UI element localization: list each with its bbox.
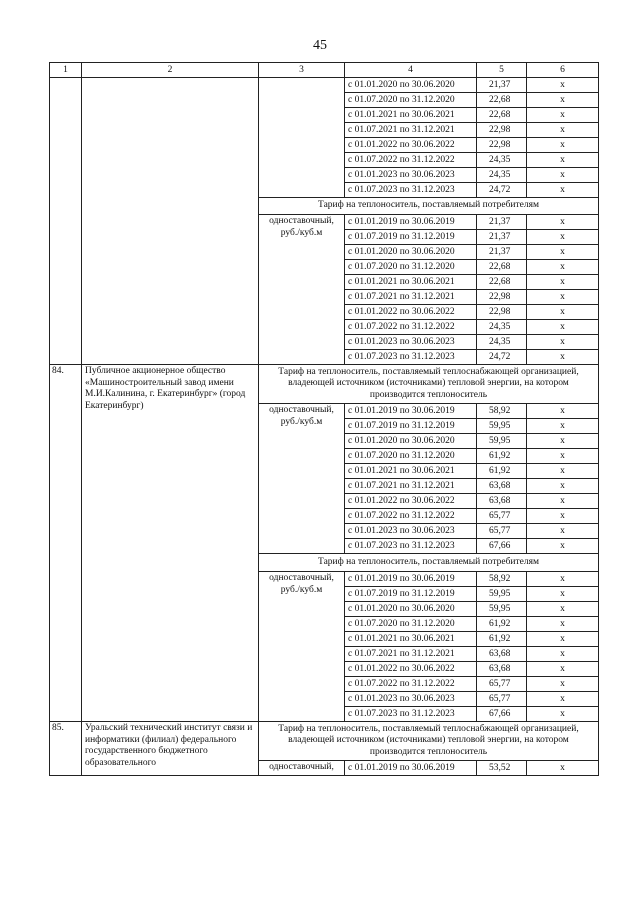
unit-cell xyxy=(259,78,345,198)
note-cell: x xyxy=(527,245,599,260)
period-cell: с 01.01.2019 по 30.06.2019 xyxy=(345,761,477,776)
tariff-value-cell: 61,92 xyxy=(477,449,527,464)
unit-cell: одноставочный, руб./куб.м xyxy=(259,404,345,554)
note-cell: x xyxy=(527,647,599,662)
period-cell: с 01.01.2023 по 30.06.2023 xyxy=(345,692,477,707)
period-cell: с 01.01.2022 по 30.06.2022 xyxy=(345,494,477,509)
note-cell: x xyxy=(527,449,599,464)
tariff-value-cell: 24,72 xyxy=(477,350,527,365)
period-cell: с 01.07.2020 по 31.12.2020 xyxy=(345,617,477,632)
tariff-table xyxy=(49,62,599,776)
tariff-value-cell: 53,52 xyxy=(477,761,527,776)
period-cell: с 01.07.2023 по 31.12.2023 xyxy=(345,350,477,365)
period-cell: с 01.07.2022 по 31.12.2022 xyxy=(345,677,477,692)
note-cell: x xyxy=(527,183,599,198)
tariff-value-cell: 22,68 xyxy=(477,275,527,290)
tariff-value-cell: 65,77 xyxy=(477,524,527,539)
tariff-value-cell: 67,66 xyxy=(477,707,527,722)
tariff-value-cell: 24,35 xyxy=(477,320,527,335)
tariff-value-cell: 24,35 xyxy=(477,168,527,183)
note-cell: x xyxy=(527,78,599,93)
unit-cell: одноставочный, руб./куб.м xyxy=(259,215,345,365)
section-title: Тариф на теплоноситель, поставляемый теплоснабжающей организацией, владеющей источником (источниками) тепловой энергии, на котором производится теплоноситель xyxy=(259,722,599,761)
tariff-value-cell: 63,68 xyxy=(477,647,527,662)
note-cell: x xyxy=(527,275,599,290)
note-cell: x xyxy=(527,494,599,509)
tariff-value-cell: 65,77 xyxy=(477,677,527,692)
tariff-value-cell: 61,92 xyxy=(477,632,527,647)
period-cell: с 01.01.2023 по 30.06.2023 xyxy=(345,168,477,183)
tariff-value-cell: 22,98 xyxy=(477,123,527,138)
period-cell: с 01.01.2021 по 30.06.2021 xyxy=(345,464,477,479)
page-number: 45 xyxy=(313,38,327,53)
tariff-value-cell: 59,95 xyxy=(477,602,527,617)
note-cell: x xyxy=(527,572,599,587)
column-number-6: 6 xyxy=(527,63,599,78)
column-number-3: 3 xyxy=(259,63,345,78)
note-cell: x xyxy=(527,509,599,524)
period-cell: с 01.01.2021 по 30.06.2021 xyxy=(345,632,477,647)
tariff-value-cell: 21,37 xyxy=(477,78,527,93)
tariff-value-cell: 61,92 xyxy=(477,617,527,632)
tariff-value-cell: 21,37 xyxy=(477,215,527,230)
period-cell: с 01.01.2023 по 30.06.2023 xyxy=(345,524,477,539)
tariff-value-cell: 59,95 xyxy=(477,434,527,449)
note-cell: x xyxy=(527,632,599,647)
section-title: Тариф на теплоноситель, поставляемый потребителям xyxy=(259,198,599,215)
number-cell xyxy=(50,78,82,365)
tariff-value-cell: 22,68 xyxy=(477,108,527,123)
note-cell: x xyxy=(527,153,599,168)
tariff-value-cell: 63,68 xyxy=(477,494,527,509)
period-cell: с 01.01.2019 по 30.06.2019 xyxy=(345,404,477,419)
organization-name: Уральский технический институт связи и информатики (филиал) федерального государственного бюджетного образовательного xyxy=(82,722,259,776)
note-cell: x xyxy=(527,602,599,617)
tariff-value-cell: 22,98 xyxy=(477,138,527,153)
column-number-5: 5 xyxy=(477,63,527,78)
organization-cell xyxy=(82,78,259,365)
period-cell: с 01.07.2019 по 31.12.2019 xyxy=(345,587,477,602)
period-cell: с 01.07.2021 по 31.12.2021 xyxy=(345,123,477,138)
note-cell: x xyxy=(527,168,599,183)
tariff-value-cell: 65,77 xyxy=(477,692,527,707)
period-cell: с 01.07.2023 по 31.12.2023 xyxy=(345,183,477,198)
tariff-value-cell: 61,92 xyxy=(477,464,527,479)
period-cell: с 01.07.2022 по 31.12.2022 xyxy=(345,509,477,524)
note-cell: x xyxy=(527,404,599,419)
period-cell: с 01.07.2021 по 31.12.2021 xyxy=(345,647,477,662)
header-row xyxy=(50,63,599,78)
note-cell: x xyxy=(527,260,599,275)
note-cell: x xyxy=(527,464,599,479)
note-cell: x xyxy=(527,707,599,722)
note-cell: x xyxy=(527,539,599,554)
note-cell: x xyxy=(527,108,599,123)
note-cell: x xyxy=(527,479,599,494)
note-cell: x xyxy=(527,305,599,320)
note-cell: x xyxy=(527,692,599,707)
period-cell: с 01.01.2021 по 30.06.2021 xyxy=(345,275,477,290)
note-cell: x xyxy=(527,617,599,632)
unit-cell: одноставочный, xyxy=(259,761,345,776)
period-cell: с 01.07.2020 по 31.12.2020 xyxy=(345,449,477,464)
tariff-value-cell: 24,72 xyxy=(477,183,527,198)
note-cell: x xyxy=(527,350,599,365)
period-cell: с 01.01.2023 по 30.06.2023 xyxy=(345,335,477,350)
period-cell: с 01.01.2019 по 30.06.2019 xyxy=(345,572,477,587)
note-cell: x xyxy=(527,93,599,108)
note-cell: x xyxy=(527,320,599,335)
tariff-value-cell: 22,98 xyxy=(477,290,527,305)
column-number-2: 2 xyxy=(82,63,259,78)
tariff-value-cell: 58,92 xyxy=(477,572,527,587)
note-cell: x xyxy=(527,419,599,434)
note-cell: x xyxy=(527,123,599,138)
period-cell: с 01.01.2020 по 30.06.2020 xyxy=(345,602,477,617)
period-cell: с 01.07.2019 по 31.12.2019 xyxy=(345,230,477,245)
organization-name: Публичное акционерное общество «Машиностроительный завод имени М.И.Калинина, г. Екатеринбург» (город Екатеринбург) xyxy=(82,365,259,722)
tariff-value-cell: 22,68 xyxy=(477,93,527,108)
period-cell: с 01.07.2022 по 31.12.2022 xyxy=(345,153,477,168)
table-row xyxy=(50,78,599,93)
tariff-value-cell: 63,68 xyxy=(477,662,527,677)
tariff-value-cell: 24,35 xyxy=(477,153,527,168)
section-header-row xyxy=(50,722,599,761)
note-cell: x xyxy=(527,761,599,776)
note-cell: x xyxy=(527,587,599,602)
unit-cell: одноставочный, руб./куб.м xyxy=(259,572,345,722)
note-cell: x xyxy=(527,230,599,245)
period-cell: с 01.01.2019 по 30.06.2019 xyxy=(345,215,477,230)
tariff-value-cell: 67,66 xyxy=(477,539,527,554)
tariff-value-cell: 21,37 xyxy=(477,245,527,260)
note-cell: x xyxy=(527,434,599,449)
tariff-value-cell: 24,35 xyxy=(477,335,527,350)
section-header-row xyxy=(50,365,599,404)
period-cell: с 01.07.2023 по 31.12.2023 xyxy=(345,539,477,554)
period-cell: с 01.01.2020 по 30.06.2020 xyxy=(345,78,477,93)
entry-number: 84. xyxy=(50,365,82,722)
section-title: Тариф на теплоноситель, поставляемый теплоснабжающей организацией, владеющей источником (источниками) тепловой энергии, на котором производится теплоноситель xyxy=(259,365,599,404)
column-number-4: 4 xyxy=(345,63,477,78)
section-title: Тариф на теплоноситель, поставляемый потребителям xyxy=(259,554,599,572)
column-number-1: 1 xyxy=(50,63,82,78)
tariff-value-cell: 65,77 xyxy=(477,509,527,524)
note-cell: x xyxy=(527,335,599,350)
note-cell: x xyxy=(527,215,599,230)
tariff-value-cell: 58,92 xyxy=(477,404,527,419)
tariff-value-cell: 21,37 xyxy=(477,230,527,245)
period-cell: с 01.01.2020 по 30.06.2020 xyxy=(345,245,477,260)
tariff-value-cell: 22,68 xyxy=(477,260,527,275)
tariff-value-cell: 22,98 xyxy=(477,305,527,320)
note-cell: x xyxy=(527,677,599,692)
period-cell: с 01.01.2020 по 30.06.2020 xyxy=(345,434,477,449)
period-cell: с 01.07.2019 по 31.12.2019 xyxy=(345,419,477,434)
period-cell: с 01.07.2020 по 31.12.2020 xyxy=(345,93,477,108)
period-cell: с 01.01.2022 по 30.06.2022 xyxy=(345,138,477,153)
period-cell: с 01.07.2021 по 31.12.2021 xyxy=(345,290,477,305)
period-cell: с 01.01.2022 по 30.06.2022 xyxy=(345,305,477,320)
tariff-value-cell: 59,95 xyxy=(477,419,527,434)
tariff-value-cell: 59,95 xyxy=(477,587,527,602)
period-cell: с 01.07.2020 по 31.12.2020 xyxy=(345,260,477,275)
period-cell: с 01.07.2023 по 31.12.2023 xyxy=(345,707,477,722)
note-cell: x xyxy=(527,290,599,305)
tariff-value-cell: 63,68 xyxy=(477,479,527,494)
note-cell: x xyxy=(527,138,599,153)
note-cell: x xyxy=(527,662,599,677)
note-cell: x xyxy=(527,524,599,539)
period-cell: с 01.07.2021 по 31.12.2021 xyxy=(345,479,477,494)
period-cell: с 01.01.2022 по 30.06.2022 xyxy=(345,662,477,677)
period-cell: с 01.01.2021 по 30.06.2021 xyxy=(345,108,477,123)
entry-number: 85. xyxy=(50,722,82,776)
period-cell: с 01.07.2022 по 31.12.2022 xyxy=(345,320,477,335)
